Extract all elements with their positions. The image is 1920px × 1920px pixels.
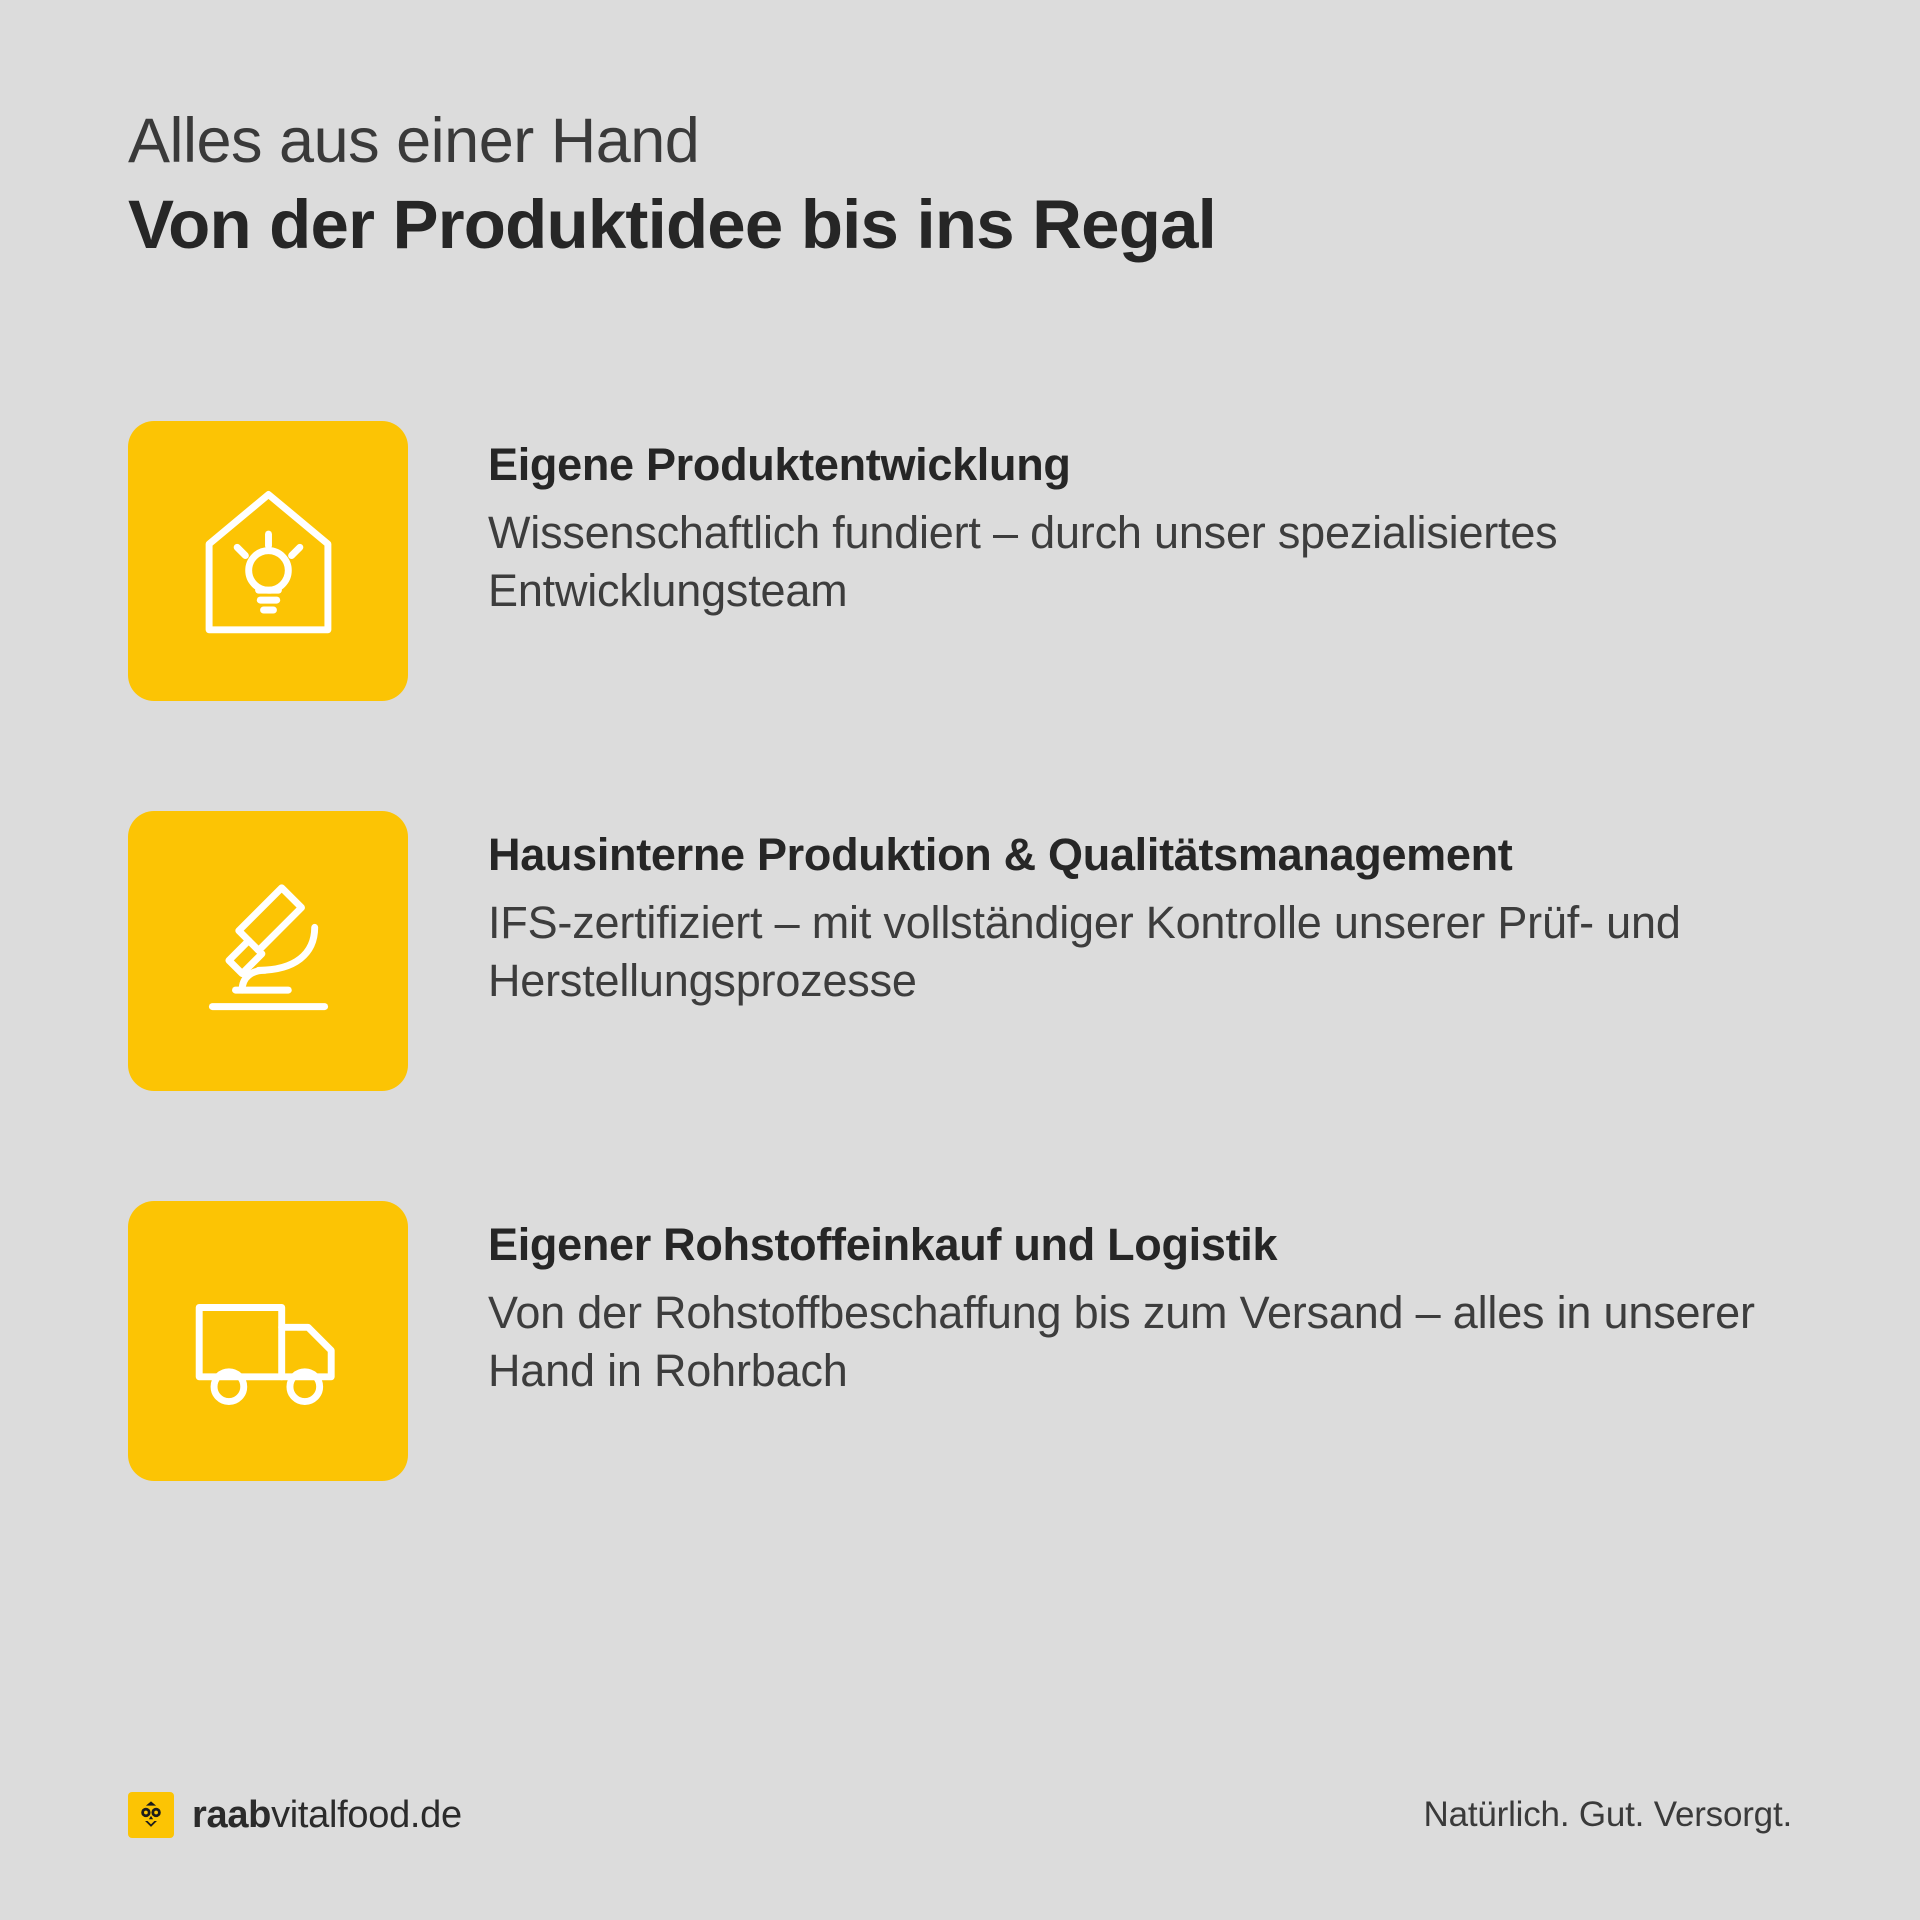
tagline: Natürlich. Gut. Versorgt.	[1423, 1795, 1792, 1834]
brand-logo[interactable]	[128, 1792, 462, 1838]
feature-text	[488, 1201, 1792, 1400]
brand-text	[192, 1794, 462, 1837]
eyebrow-text: Alles aus einer Hand	[128, 106, 700, 176]
feature-title: Eigener Rohstoffeinkauf und Logistik	[488, 1218, 1278, 1270]
feature-icon-tile	[128, 421, 408, 701]
list-item	[128, 811, 1792, 1091]
brand-name-bold: raab	[192, 1793, 272, 1836]
feature-icon-tile	[128, 1201, 408, 1481]
feature-title: Eigene Produktentwicklung	[488, 438, 1071, 490]
header	[128, 0, 1792, 263]
feature-description: Von der Rohstoffbeschaffung bis zum Versand – alles in unserer Hand in Rohrbach	[488, 1287, 1755, 1396]
feature-title: Hausinterne Produktion & Qualitätsmanagement	[488, 828, 1513, 880]
feature-description: IFS-zertifiziert – mit vollständiger Kontrolle unserer Prüf- und Herstellungsprozesse	[488, 897, 1681, 1006]
list-item	[128, 1201, 1792, 1481]
lightbulb-house-icon	[186, 478, 351, 643]
list-item	[128, 421, 1792, 701]
feature-list	[128, 421, 1792, 1481]
brand-name-rest: vitalfood.de	[271, 1793, 462, 1836]
feature-text	[488, 421, 1792, 620]
feature-icon-tile	[128, 811, 408, 1091]
feature-text	[488, 811, 1792, 1010]
microscope-icon	[186, 868, 351, 1033]
feature-description: Wissenschaftlich fundiert – durch unser spezialisiertes Entwicklungsteam	[488, 507, 1558, 616]
page-title: Von der Produktidee bis ins Regal	[128, 186, 1217, 264]
footer	[128, 1792, 1792, 1838]
delivery-truck-icon	[186, 1258, 351, 1423]
owl-logo-icon	[128, 1792, 174, 1838]
